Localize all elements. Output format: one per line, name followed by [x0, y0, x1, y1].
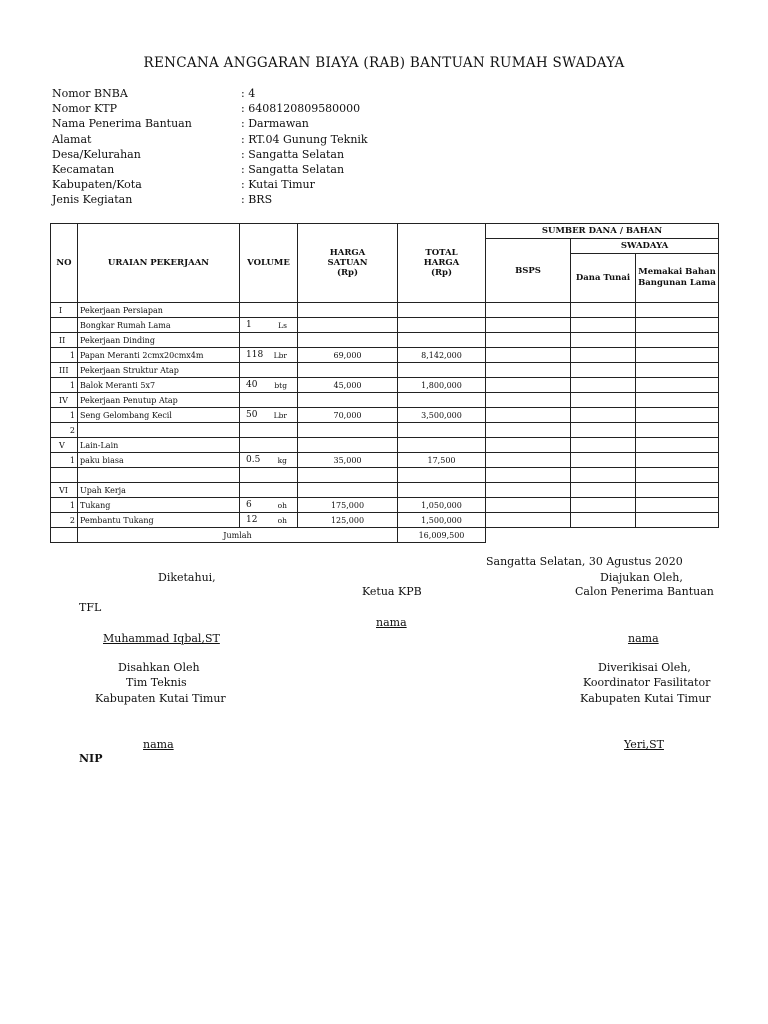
cell-memakai-bahan [636, 498, 719, 513]
cell-volume [240, 483, 298, 498]
cell-harga-satuan: 125,000 [298, 513, 398, 528]
cell-harga-satuan [298, 423, 398, 438]
header-dana-tunai: Dana Tunai [571, 254, 636, 303]
cell-volume [240, 423, 298, 438]
cell-bsps [486, 393, 571, 408]
cell-memakai-bahan [636, 453, 719, 468]
table-row [51, 438, 719, 453]
cell-bsps [486, 303, 571, 318]
cell-volume [240, 408, 298, 423]
cell-dana-tunai [571, 498, 636, 513]
cell-total-harga [398, 393, 486, 408]
cell-memakai-bahan [636, 513, 719, 528]
cell-memakai-bahan [636, 423, 719, 438]
cell-harga-satuan: 70,000 [298, 408, 398, 423]
disahkan-label: Disahkan Oleh [118, 661, 200, 674]
cell-dana-tunai [571, 423, 636, 438]
cell-memakai-bahan [636, 378, 719, 393]
table-row [51, 333, 719, 348]
cell-volume [240, 333, 298, 348]
cell-harga-satuan [298, 468, 398, 483]
cell-volume [240, 378, 298, 393]
table-row [51, 318, 719, 333]
diketahui-label: Diketahui, [158, 571, 216, 584]
cell-total-harga [398, 318, 486, 333]
cell-harga-satuan: 45,000 [298, 378, 398, 393]
cell-bsps [486, 408, 571, 423]
info-value: : Darmawan [241, 117, 309, 131]
cell-no: IV [51, 393, 78, 408]
cell-volume [240, 303, 298, 318]
header-volume: VOLUME [240, 224, 298, 303]
cell-volume [240, 348, 298, 363]
info-label: Desa/Kelurahan [52, 147, 141, 161]
cell-volume [240, 498, 298, 513]
calon-penerima-label: Calon Penerima Bantuan [575, 585, 714, 598]
volume-unit: Lbr [273, 410, 287, 420]
kabupaten-left: Kabupaten Kutai Timur [95, 692, 226, 705]
volume-unit: btg [274, 380, 287, 390]
jumlah-total: 16,009,500 [398, 528, 486, 543]
cell-no [51, 528, 78, 543]
header-uraian: URAIAN PEKERJAAN [78, 224, 240, 303]
table-row [51, 348, 719, 363]
volume-value: 6 [246, 500, 252, 510]
cell-no: 1 [51, 453, 78, 468]
cell-memakai-bahan [636, 408, 719, 423]
cell-total-harga: 1,500,000 [398, 513, 486, 528]
header-harga-satuan: HARGA SATUAN (Rp) [298, 224, 398, 303]
cell-uraian: Tukang [78, 498, 240, 513]
koordinator-label: Koordinator Fasilitator [583, 676, 711, 689]
table-row [51, 393, 719, 408]
cell-no: 1 [51, 378, 78, 393]
cell-total-harga [398, 483, 486, 498]
cell-no: 1 [51, 498, 78, 513]
cell-bsps [486, 498, 571, 513]
cell-dana-tunai [571, 453, 636, 468]
page-title: RENCANA ANGGARAN BIAYA (RAB) BANTUAN RUMAH SWADAYA [143, 55, 625, 71]
cell-volume [240, 318, 298, 333]
volume-value: 12 [246, 515, 258, 525]
cell-memakai-bahan [636, 318, 719, 333]
info-value: : 4 [241, 87, 256, 100]
cell-uraian [78, 423, 240, 438]
volume-unit: Ls [278, 320, 287, 330]
cell-uraian: Pekerjaan Persiapan [78, 303, 240, 318]
info-label: Kabupaten/Kota [52, 178, 142, 192]
cell-bsps [486, 453, 571, 468]
diverifikasi-label: Diverikisai Oleh, [598, 661, 691, 674]
cell-bsps [486, 513, 571, 528]
cell-uraian: Pekerjaan Dinding [78, 333, 240, 348]
cell-bsps [486, 318, 571, 333]
jumlah-label: Jumlah [78, 528, 398, 543]
cell-volume [240, 453, 298, 468]
cell-bsps [486, 363, 571, 378]
volume-unit: oh [277, 500, 287, 510]
cell-memakai-bahan [636, 333, 719, 348]
table-row [51, 468, 719, 483]
cell-no [51, 468, 78, 483]
table-row [51, 513, 719, 528]
table-row [51, 498, 719, 513]
table-row [51, 483, 719, 498]
info-value: : Sangatta Selatan [241, 147, 345, 161]
cell-dana-tunai [571, 348, 636, 363]
cell-dana-tunai [571, 408, 636, 423]
place-date: Sangatta Selatan, 30 Agustus 2020 [486, 555, 683, 568]
cell-total-harga: 3,500,000 [398, 408, 486, 423]
cell-total-harga [398, 303, 486, 318]
volume-unit: Lbr [273, 350, 287, 360]
cell-harga-satuan [298, 438, 398, 453]
blank-cell [486, 528, 719, 543]
info-value: : RT.04 Gunung Teknik [241, 132, 368, 146]
tfl-label: TFL [79, 601, 102, 614]
header-no: NO [51, 224, 78, 303]
cell-harga-satuan [298, 318, 398, 333]
cell-bsps [486, 438, 571, 453]
tim-teknis-name: nama [143, 738, 174, 751]
table-row [51, 378, 719, 393]
table-row [51, 363, 719, 378]
cell-uraian: Papan Meranti 2cmx20cmx4m [78, 348, 240, 363]
table-row [51, 303, 719, 318]
cell-no [51, 318, 78, 333]
info-label: Nama Penerima Bantuan [52, 117, 192, 131]
cell-harga-satuan [298, 333, 398, 348]
cell-no: 1 [51, 408, 78, 423]
info-label: Kecamatan [52, 163, 115, 176]
cell-bsps [486, 468, 571, 483]
ketua-kpb-label: Ketua KPB [362, 585, 422, 598]
info-label: Nomor KTP [52, 102, 118, 116]
cell-no: VI [51, 483, 78, 498]
cell-memakai-bahan [636, 348, 719, 363]
cell-total-harga [398, 468, 486, 483]
cell-dana-tunai [571, 303, 636, 318]
cell-no: II [51, 333, 78, 348]
cell-dana-tunai [571, 378, 636, 393]
cell-uraian: Lain-Lain [78, 438, 240, 453]
cell-total-harga [398, 333, 486, 348]
cell-harga-satuan [298, 303, 398, 318]
volume-value: 118 [246, 350, 264, 360]
cell-uraian: Upah Kerja [78, 483, 240, 498]
info-value: : 6408120809580000 [241, 102, 361, 116]
cell-no: 2 [51, 513, 78, 528]
cell-dana-tunai [571, 438, 636, 453]
rab-table [50, 223, 719, 543]
cell-volume [240, 393, 298, 408]
volume-unit: kg [277, 455, 287, 465]
cell-dana-tunai [571, 468, 636, 483]
tfl-name: Muhammad Iqbal,ST [103, 632, 220, 645]
koordinator-name: Yeri,ST [624, 738, 664, 751]
table-row [51, 453, 719, 468]
cell-uraian [78, 468, 240, 483]
cell-bsps [486, 378, 571, 393]
info-value: : BRS [241, 193, 273, 207]
header-swadaya: SWADAYA [571, 239, 719, 254]
info-label: Nomor BNBA [52, 87, 128, 100]
nip-label: NIP [79, 752, 103, 765]
cell-bsps [486, 483, 571, 498]
cell-uraian: Balok Meranti 5x7 [78, 378, 240, 393]
cell-harga-satuan: 35,000 [298, 453, 398, 468]
cell-total-harga [398, 363, 486, 378]
cell-dana-tunai [571, 483, 636, 498]
diajukan-label: Diajukan Oleh, [600, 571, 683, 584]
cell-harga-satuan: 69,000 [298, 348, 398, 363]
cell-volume [240, 438, 298, 453]
cell-total-harga: 8,142,000 [398, 348, 486, 363]
cell-harga-satuan [298, 483, 398, 498]
volume-value: 1 [246, 320, 252, 330]
cell-volume [240, 468, 298, 483]
jumlah-row [51, 528, 719, 543]
volume-unit: oh [277, 515, 287, 525]
cell-harga-satuan [298, 393, 398, 408]
volume-value: 40 [246, 380, 258, 390]
cell-dana-tunai [571, 363, 636, 378]
cell-uraian: Seng Gelombang Kecil [78, 408, 240, 423]
cell-total-harga: 1,800,000 [398, 378, 486, 393]
header-memakai-bahan: Memakai Bahan Bangunan Lama [636, 254, 719, 303]
cell-uraian: Bongkar Rumah Lama [78, 318, 240, 333]
cell-dana-tunai [571, 333, 636, 348]
tim-teknis-label: Tim Teknis [126, 676, 187, 689]
cell-total-harga [398, 423, 486, 438]
cell-total-harga [398, 438, 486, 453]
cell-memakai-bahan [636, 483, 719, 498]
table-row [51, 423, 719, 438]
cell-uraian: Pekerjaan Struktur Atap [78, 363, 240, 378]
cell-no: III [51, 363, 78, 378]
cell-bsps [486, 423, 571, 438]
cell-volume [240, 513, 298, 528]
calon-penerima-name: nama [628, 632, 659, 645]
cell-harga-satuan [298, 363, 398, 378]
cell-uraian: paku biasa [78, 453, 240, 468]
volume-value: 50 [246, 410, 258, 420]
cell-bsps [486, 348, 571, 363]
cell-total-harga: 1,050,000 [398, 498, 486, 513]
cell-volume [240, 363, 298, 378]
cell-no: V [51, 438, 78, 453]
info-value: : Kutai Timur [241, 178, 315, 192]
cell-uraian: Pembantu Tukang [78, 513, 240, 528]
info-label: Jenis Kegiatan [52, 193, 133, 207]
info-label: Alamat [52, 132, 92, 146]
cell-bsps [486, 333, 571, 348]
cell-harga-satuan: 175,000 [298, 498, 398, 513]
cell-memakai-bahan [636, 303, 719, 318]
header-bsps: BSPS [486, 239, 571, 303]
table-row [51, 408, 719, 423]
ketua-kpb-name: nama [376, 616, 407, 629]
cell-memakai-bahan [636, 438, 719, 453]
cell-no: 1 [51, 348, 78, 363]
info-value: : Sangatta Selatan [241, 163, 345, 176]
cell-uraian: Pekerjaan Penutup Atap [78, 393, 240, 408]
cell-memakai-bahan [636, 468, 719, 483]
cell-memakai-bahan [636, 393, 719, 408]
volume-value: 0.5 [246, 455, 261, 465]
cell-dana-tunai [571, 513, 636, 528]
cell-dana-tunai [571, 393, 636, 408]
cell-total-harga: 17,500 [398, 453, 486, 468]
cell-no: I [51, 303, 78, 318]
header-sumber-dana: SUMBER DANA / BAHAN [486, 224, 719, 239]
header-total-harga: TOTAL HARGA (Rp) [398, 224, 486, 303]
kabupaten-right: Kabupaten Kutai Timur [580, 692, 711, 705]
cell-dana-tunai [571, 318, 636, 333]
cell-no: 2 [51, 423, 78, 438]
cell-memakai-bahan [636, 363, 719, 378]
